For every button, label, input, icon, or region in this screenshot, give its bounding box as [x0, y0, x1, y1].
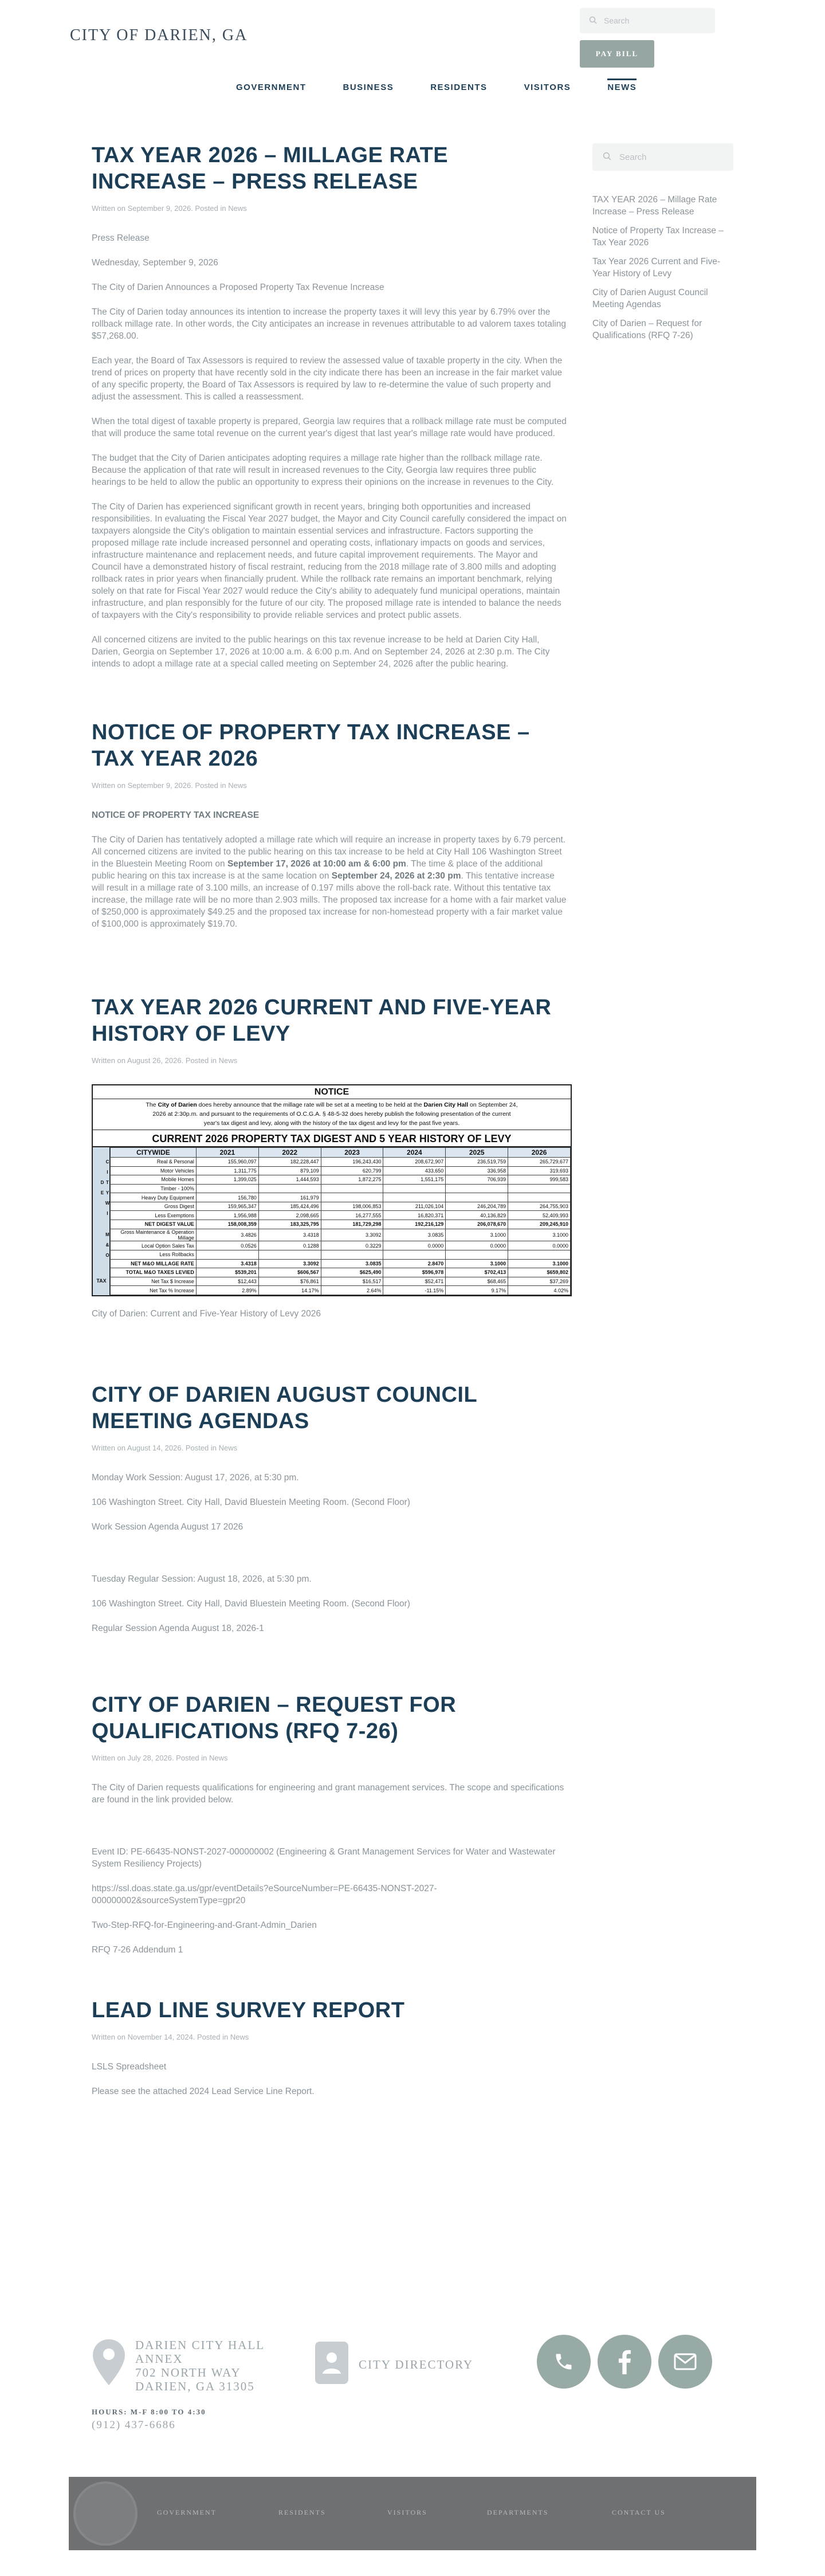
levy-cell [508, 1250, 571, 1260]
levy-cell: 0.0000 [446, 1241, 508, 1250]
sidebar-link[interactable]: Tax Year 2026 Current and Five-Year History of Levy [592, 257, 721, 279]
levy-cell [383, 1250, 446, 1260]
levy-cell: 16,820,371 [383, 1211, 446, 1220]
levy-row-label: Motor Vehicles [110, 1166, 196, 1175]
levy-cell: 208,672,907 [383, 1158, 446, 1167]
rfq-addendum-link[interactable]: RFQ 7-26 Addendum 1 [92, 1945, 183, 1955]
search-icon [589, 16, 597, 26]
post-title[interactable]: NOTICE OF PROPERTY TAX INCREASE – TAX YEAR 2026 [92, 720, 530, 771]
levy-cell: 192,216,129 [383, 1220, 446, 1229]
post-august-agendas [92, 1382, 567, 1634]
levy-cell: $596,978 [383, 1268, 446, 1277]
email-icon[interactable] [658, 2335, 712, 2389]
footer-nav-visitors[interactable]: VISITORS [387, 2508, 427, 2516]
facebook-icon[interactable] [598, 2335, 651, 2389]
levy-row [110, 1250, 570, 1260]
levy-cell: 159,965,347 [196, 1202, 258, 1211]
post-meta: Written on July 28, 2026. Posted in News [92, 1754, 228, 1762]
levy-cell: 879,109 [258, 1166, 321, 1175]
levy-row-label: Less Exemptions [110, 1211, 196, 1220]
levy-row-label: Real & Personal [110, 1158, 196, 1167]
levy-cell: 706,939 [446, 1175, 508, 1185]
paragraph: The City of Darien has tentatively adopted a millage rate which will require an increase in property taxes by 6.79 percent. All concerned citizens are invited to the public hearing on this tax increase to be held at City Hall 106 Washington Street in the Bluestein Meeting Room on September 17, 2026 at 10:00 am & 6:00 pm. The time & place of the additional public hearing on this tax increase is at the same location on September 24, 2026 at 2:30 pm. This tentative increase will result in a millage rate of 3.100 mills, an increase of 0.197 mills above the roll-back rate. Without this tentative tax increase, the millage rate will be no more than 2.903 mills. The proposed tax increase for a home with a fair market value of $250,000 is approximately $49.25 and the proposed tax increase for non-homestead property with a fair market value of $100,000 is approximately $19.70. [92, 835, 567, 929]
hall-city: DARIEN, GA 31305 [135, 2379, 255, 2393]
sidebar-search-input[interactable] [592, 143, 733, 171]
spreadsheet-link[interactable]: LSLS Spreadsheet [92, 2062, 167, 2072]
paragraph: The budget that the City of Darien anticipates adopting requires a millage rate higher than the rollback millage rate. Because the application of that rate will result in increased revenues to the City, Georgia law requires three public hearings to be held to allow the public an opportunity to express their opinions on the increase in revenues to the City. [92, 453, 554, 487]
levy-row [110, 1211, 570, 1220]
levy-cell: 1,444,593 [258, 1175, 321, 1185]
levy-cell: 158,008,359 [196, 1220, 258, 1229]
levy-row [110, 1220, 570, 1229]
paragraph: 106 Washington Street. City Hall, David Bluestein Meeting Room. (Second Floor) [92, 1497, 410, 1507]
levy-row [110, 1259, 570, 1268]
footer-nav-residents[interactable]: RESIDENTS [278, 2508, 326, 2516]
levy-cell [196, 1184, 258, 1193]
levy-table [110, 1147, 571, 1295]
post-meta: Written on August 14, 2026. Posted in News [92, 1444, 238, 1452]
levy-cell: $625,490 [321, 1268, 383, 1277]
paragraph: Each year, the Board of Tax Assessors is required to review the assessed value of taxable property in the city. When the trend of prices on property that have recently sold in the city indicate there has been an increase in the fair market value of any specific property, the Board of Tax Assessors is required by law to re-determine the value of such property and adjust the assessment. This is called a reassessment. [92, 356, 563, 402]
levy-cell: 40,136,829 [446, 1211, 508, 1220]
levy-cell: 1,399,025 [196, 1175, 258, 1185]
levy-cell: $52,471 [383, 1277, 446, 1286]
sidebar [592, 143, 733, 348]
sidebar-link[interactable]: TAX YEAR 2026 – Millage Rate Increase – Press Release [592, 195, 717, 217]
levy-row-label: NET M&O MILLAGE RATE [110, 1259, 196, 1268]
levy-cell: 183,325,795 [258, 1220, 321, 1229]
levy-row-label: Net Tax % Increase [110, 1286, 196, 1295]
levy-notice-heading: NOTICE [93, 1085, 571, 1099]
levy-cell: 2.89% [196, 1286, 258, 1295]
agenda-link[interactable]: Work Session Agenda August 17 2026 [92, 1522, 243, 1532]
levy-row-label: Gross Maintenance & Operation Millage [110, 1229, 196, 1241]
rfq-doc-link[interactable]: Two-Step-RFQ-for-Engineering-and-Grant-Admin_Darien [92, 1920, 317, 1930]
levy-cell: 265,729,677 [508, 1158, 571, 1167]
search-placeholder: Search [604, 16, 630, 25]
levy-cell [321, 1193, 383, 1202]
levy-row [110, 1202, 570, 1211]
levy-cell: 185,424,496 [258, 1202, 321, 1211]
levy-cell [383, 1193, 446, 1202]
levy-heading: CURRENT 2026 PROPERTY TAX DIGEST AND 5 YEAR HISTORY OF LEVY [93, 1130, 571, 1147]
levy-cell: 16,277,555 [321, 1211, 383, 1220]
levy-cell [446, 1250, 508, 1260]
levy-row [110, 1286, 570, 1295]
phone-icon[interactable] [537, 2335, 591, 2389]
levy-cell: $12,443 [196, 1277, 258, 1286]
levy-cell: $539,201 [196, 1268, 258, 1277]
main-nav [236, 83, 673, 96]
post-title[interactable]: LEAD LINE SURVEY REPORT [92, 1998, 405, 2022]
directory-label: CITY DIRECTORY [359, 2357, 474, 2371]
paragraph: 106 Washington Street. City Hall, David Bluestein Meeting Room. (Second Floor) [92, 1599, 410, 1609]
hall-street: 702 NORTH WAY [135, 2366, 241, 2379]
levy-cell [383, 1184, 446, 1193]
levy-cell: 9.17% [446, 1286, 508, 1295]
levy-row [110, 1175, 570, 1185]
levy-row-label: Less Rollbacks [110, 1250, 196, 1260]
levy-cell: 211,026,104 [383, 1202, 446, 1211]
levy-cell: $702,413 [446, 1268, 508, 1277]
levy-cell: 198,006,853 [321, 1202, 383, 1211]
footer-address [92, 2338, 267, 2393]
levy-cell: 0.3229 [321, 1241, 383, 1250]
levy-cell [508, 1184, 571, 1193]
levy-cell: 3.4826 [196, 1229, 258, 1241]
levy-cell: 236,519,759 [446, 1158, 508, 1167]
levy-cell: 182,228,447 [258, 1158, 321, 1167]
levy-row [110, 1241, 570, 1250]
levy-cell: 0.1288 [258, 1241, 321, 1250]
post-meta: Written on September 9, 2026. Posted in News [92, 204, 247, 213]
levy-cell: -11.15% [383, 1286, 446, 1295]
levy-cell: 1,956,988 [196, 1211, 258, 1220]
directory-icon [314, 2340, 349, 2388]
search-placeholder: Search [619, 152, 647, 162]
paragraph: Monday Work Session: August 17, 2026, at 5:30 pm. [92, 1473, 299, 1483]
post-lead-line [92, 1997, 567, 2097]
notice-subheading: NOTICE OF PROPERTY TAX INCREASE [92, 810, 260, 820]
levy-cell: 3.4318 [196, 1259, 258, 1268]
paragraph: All concerned citizens are invited to the public hearings on this tax revenue increase to be held at Darien City Hall, Darien, Georgia on September 17, 2026 at 10:00 a.m. & 6:00 p.m. And on September 24, 2026 at 2:30 p.m. The City intends to adopt a millage rate at a special called meeting on September 24, 2026 after the public hearing. [92, 635, 550, 669]
levy-cell: 3.0835 [321, 1259, 383, 1268]
hall-name: DARIEN CITY HALL ANNEX [135, 2338, 265, 2366]
levy-cell: 52,409,993 [508, 1211, 571, 1220]
post-levy-history [92, 994, 567, 1320]
sidebar-link[interactable]: City of Darien – Request for Qualifications (RFQ 7-26) [592, 319, 702, 340]
levy-cell [258, 1184, 321, 1193]
paragraph: The City of Darien today announces its intention to increase the property taxes it will levy this year by 6.79% over the rollback millage rate. In other words, the City anticipates an increase in revenues attributable to ad valorem taxes totaling $57,268.00. [92, 307, 566, 341]
rfq-link[interactable]: https://ssl.doas.state.ga.us/gpr/eventDetails?eSourceNumber=PE-66435-NONST-2027-000000002&sourceSystemType=gpr20 [92, 1884, 437, 1905]
levy-row [110, 1184, 570, 1193]
levy-cell [196, 1250, 258, 1260]
levy-cell: 3.3092 [258, 1259, 321, 1268]
levy-year-header: 2026 [508, 1148, 571, 1158]
levy-row-label: Timber - 100% [110, 1184, 196, 1193]
levy-cell: 319,693 [508, 1166, 571, 1175]
levy-row-label: NET DIGEST VALUE [110, 1220, 196, 1229]
levy-cell: 2.8470 [383, 1259, 446, 1268]
levy-row [110, 1158, 570, 1167]
levy-cell: 620,799 [321, 1166, 383, 1175]
post-meta: Written on November 14, 2024. Posted in News [92, 2033, 249, 2041]
post-rfq [92, 1692, 567, 1956]
post-title[interactable]: TAX YEAR 2026 CURRENT AND FIVE-YEAR HISTORY OF LEVY [92, 995, 552, 1046]
paragraph: The City of Darien requests qualifications for engineering and grant management services. The scope and specifications are found in the link provided below. [92, 1783, 564, 1805]
levy-row-label: Local Option Sales Tax [110, 1241, 196, 1250]
levy-year-header: 2025 [446, 1148, 508, 1158]
levy-cell: 0.0000 [508, 1241, 571, 1250]
search-icon [603, 152, 611, 163]
levy-cell: 181,729,298 [321, 1220, 383, 1229]
header-search-input[interactable] [580, 8, 715, 33]
paragraph: When the total digest of taxable property is prepared, Georgia law requires that a rollback millage rate must be computed that will produce the same total revenue on the current year's digest that last year's millage rate would have produced. [92, 417, 567, 438]
side-label: C I T Y W I D E [100, 1159, 110, 1216]
levy-year-header: 2021 [196, 1148, 258, 1158]
levy-cell: 2.64% [321, 1286, 383, 1295]
post-meta: Written on September 9, 2026. Posted in News [92, 781, 247, 790]
levy-cell: $659,802 [508, 1268, 571, 1277]
levy-cell: 155,960,097 [196, 1158, 258, 1167]
levy-cell: $68,465 [446, 1277, 508, 1286]
paragraph: Wednesday, September 9, 2026 [92, 258, 218, 268]
post-millage-press-release [92, 142, 567, 670]
levy-cell: 2,098,665 [258, 1211, 321, 1220]
levy-cell [508, 1193, 571, 1202]
post-title[interactable]: CITY OF DARIEN – REQUEST FOR QUALIFICATIONS (RFQ 7-26) [92, 1693, 457, 1743]
levy-cell: $37,269 [508, 1277, 571, 1286]
post-title[interactable]: TAX YEAR 2026 – MILLAGE RATE INCREASE – PRESS RELEASE [92, 143, 449, 194]
image-caption: City of Darien: Current and Five-Year History of Levy 2026 [92, 1309, 321, 1319]
levy-cell: 1,872,275 [321, 1175, 383, 1185]
levy-cell: 206,078,670 [446, 1220, 508, 1229]
footer-nav-contact[interactable]: CONTACT US [612, 2508, 666, 2516]
footer-bar [69, 2477, 756, 2550]
levy-cell: 209,245,910 [508, 1220, 571, 1229]
levy-cell: 3.0835 [383, 1229, 446, 1241]
levy-cell: 336,958 [446, 1166, 508, 1175]
nav-government[interactable]: GOVERNMENT [236, 83, 307, 92]
levy-cell: 999,583 [508, 1175, 571, 1185]
levy-cell [446, 1184, 508, 1193]
levy-cell: 156,780 [196, 1193, 258, 1202]
paragraph: The City of Darien Announces a Proposed Property Tax Revenue Increase [92, 283, 384, 292]
levy-year-header: 2022 [258, 1148, 321, 1158]
levy-cell: $16,517 [321, 1277, 383, 1286]
sidebar-link[interactable]: Notice of Property Tax Increase – Tax Year 2026 [592, 226, 724, 248]
levy-row [110, 1193, 570, 1202]
levy-row [110, 1166, 570, 1175]
levy-cell [258, 1250, 321, 1260]
levy-cell: $606,567 [258, 1268, 321, 1277]
levy-cell [321, 1250, 383, 1260]
levy-cell: 1,311,775 [196, 1166, 258, 1175]
levy-row-label: TOTAL M&O TAXES LEVIED [110, 1268, 196, 1277]
levy-row [110, 1229, 570, 1241]
sidebar-link[interactable]: City of Darien August Council Meeting Agendas [592, 288, 708, 309]
post-notice-tax-increase [92, 719, 567, 930]
footer-nav-departments[interactable]: DEPARTMENTS [487, 2508, 549, 2516]
levy-row-label: Mobile Homes [110, 1175, 196, 1185]
post-title[interactable]: CITY OF DARIEN AUGUST COUNCIL MEETING AGENDAS [92, 1383, 477, 1433]
footer-directory[interactable] [314, 2340, 473, 2388]
levy-cell: 4.02% [508, 1286, 571, 1295]
levy-row [110, 1268, 570, 1277]
pay-bill-button[interactable]: PAY BILL [580, 40, 654, 68]
levy-row-label: Heavy Duty Equipment [110, 1193, 196, 1202]
levy-cell: 0.0526 [196, 1241, 258, 1250]
levy-row [110, 1277, 570, 1286]
paragraph: The City of Darien has experienced significant growth in recent years, bringing both opportunities and increased responsibilities. In evaluating the Fiscal Year 2027 budget, the Mayor and City Council carefully considered the impact on taxpayers alongside the City's obligation to maintain essential services and infrastructure. Factors supporting the proposed millage rate include increased personnel and operating costs, inflationary impacts on goods and services, infrastructure maintenance and replacement needs, and future capital improvement requirements. The Mayor and Council have a demonstrated history of fiscal restraint, reducing from the 2018 millage rate of 3.800 mills and adopting rollback rates in prior years when financially prudent. While the rollback rate remains an important benchmark, relying solely on that rate for Fiscal Year 2027 would reduce the City's ability to adequately fund municipal operations, maintain infrastructure, and plan responsibly for the future of our city. The proposed millage rate is intended to balance the needs of taxpayers with the City's responsibility to provide reliable services and protect public assets. [92, 502, 567, 620]
levy-cell [446, 1193, 508, 1202]
paragraph: Please see the attached 2024 Lead Service Line Report. [92, 2087, 315, 2096]
levy-notice-text: The City of Darien does hereby announce that the millage rate will be set at a meeting to be held at the Darien City Hall on September 24, 2026 at 2:30p.m. and pursuant to the requirements of O.C.G.A. § 48-5-32 does hereby publish the following presentation of the current year's tax digest and levy, along with the history of the tax digest and levy for the past five years. [93, 1099, 571, 1130]
levy-cell: 264,755,903 [508, 1202, 571, 1211]
levy-cell: $76,861 [258, 1277, 321, 1286]
hours: HOURS: M-F 8:00 TO 4:30 [92, 2408, 206, 2416]
city-seal-logo [73, 2481, 138, 2546]
levy-col-header: CITYWIDE [110, 1148, 196, 1158]
levy-cell: 196,243,430 [321, 1158, 383, 1167]
levy-side-labels [93, 1147, 110, 1295]
levy-cell: 3.1000 [446, 1259, 508, 1268]
phone[interactable]: (912) 437-6686 [92, 2419, 176, 2431]
location-pin-icon [92, 2338, 126, 2389]
paragraph: Press Release [92, 233, 150, 243]
levy-cell: 3.1000 [508, 1259, 571, 1268]
side-label: M & O [105, 1232, 110, 1258]
levy-cell [321, 1184, 383, 1193]
levy-year-header: 2023 [321, 1148, 383, 1158]
side-label: TAX [96, 1278, 107, 1284]
levy-cell: 3.1000 [508, 1229, 571, 1241]
news-list [92, 142, 567, 2110]
levy-cell: 161,979 [258, 1193, 321, 1202]
levy-cell: 246,204,789 [446, 1202, 508, 1211]
levy-cell: 3.4318 [258, 1229, 321, 1241]
levy-row-label: Net Tax $ Increase [110, 1277, 196, 1286]
levy-cell: 3.1000 [446, 1229, 508, 1241]
paragraph: Tuesday Regular Session: August 18, 2026, at 5:30 pm. [92, 1574, 312, 1584]
paragraph: Event ID: PE-66435-NONST-2027-000000002 (Engineering & Grant Management Services for Water and Wastewater System Resiliency Projects) [92, 1847, 556, 1869]
levy-cell: 433,650 [383, 1166, 446, 1175]
nav-news[interactable]: NEWS [607, 79, 637, 96]
footer-nav-government[interactable]: GOVERNMENT [157, 2508, 217, 2516]
agenda-link[interactable]: Regular Session Agenda August 18, 2026-1 [92, 1624, 264, 1633]
levy-table-image [92, 1084, 572, 1296]
nav-business[interactable]: BUSINESS [343, 83, 394, 92]
levy-row-label: Gross Digest [110, 1202, 196, 1211]
nav-residents[interactable]: RESIDENTS [430, 83, 488, 92]
levy-cell: 14.17% [258, 1286, 321, 1295]
site-logo[interactable]: CITY OF DARIEN, GA [70, 26, 248, 44]
post-meta: Written on August 26, 2026. Posted in News [92, 1056, 238, 1065]
levy-cell: 3.3092 [321, 1229, 383, 1241]
nav-visitors[interactable]: VISITORS [524, 83, 571, 92]
levy-year-header: 2024 [383, 1148, 446, 1158]
levy-cell: 1,551,175 [383, 1175, 446, 1185]
levy-cell: 0.0000 [383, 1241, 446, 1250]
